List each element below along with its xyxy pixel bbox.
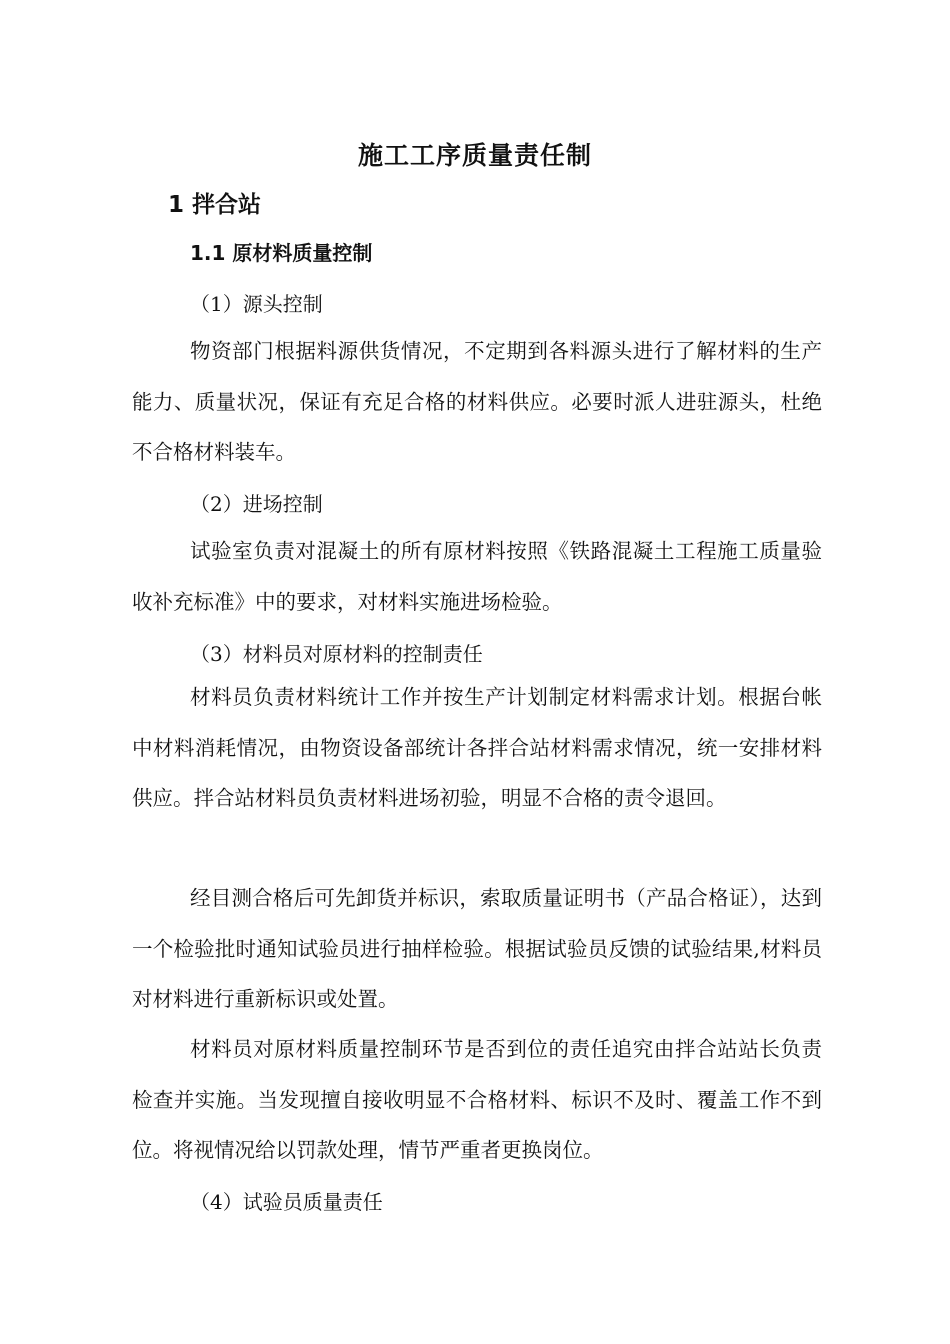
paragraph-4: 经目测合格后可先卸货并标识，索取质量证明书（产品合格证），达到一个检验批时通知试验员进行抽样检验。根据试验员反馈的试验结果,材料员对材料进行重新标识或处置。 [132, 886, 822, 1011]
paragraph-5: 材料员对原材料质量控制环节是否到位的责任追究由拌合站站长负责检查并实施。当发现擅自接收明显不合格材料、标识不及时、覆盖工作不到位。将视情况给以罚款处理，情节严重者更换岗位。 [132, 1037, 822, 1162]
item-heading-3: （3）材料员对原材料的控制责任 [190, 642, 483, 666]
document-title: 施工工序质量责任制 [357, 141, 592, 170]
item-heading-2: （2）进场控制 [190, 492, 323, 516]
paragraph-3: 材料员负责材料统计工作并按生产计划制定材料需求计划。根据台帐中材料消耗情况，由物资设备部统计各拌合站材料需求情况，统一安排材料供应。拌合站材料员负责材料进场初验，明显不合格的责令退回。 [132, 685, 822, 810]
item-heading-1: （1）源头控制 [190, 292, 323, 316]
paragraph-1: 物资部门根据料源供货情况，不定期到各料源头进行了解材料的生产能力、质量状况，保证有充足合格的材料供应。必要时派人进驻源头，杜绝不合格材料装车。 [132, 339, 822, 464]
subsection-heading-1-1: 1.1 原材料质量控制 [190, 241, 373, 265]
item-heading-4: （4）试验员质量责任 [190, 1190, 383, 1214]
paragraph-2: 试验室负责对混凝土的所有原材料按照《铁路混凝土工程施工质量验收补充标准》中的要求，对材料实施进场检验。 [132, 539, 822, 614]
section-heading-1: 1 拌合站 [168, 192, 262, 218]
